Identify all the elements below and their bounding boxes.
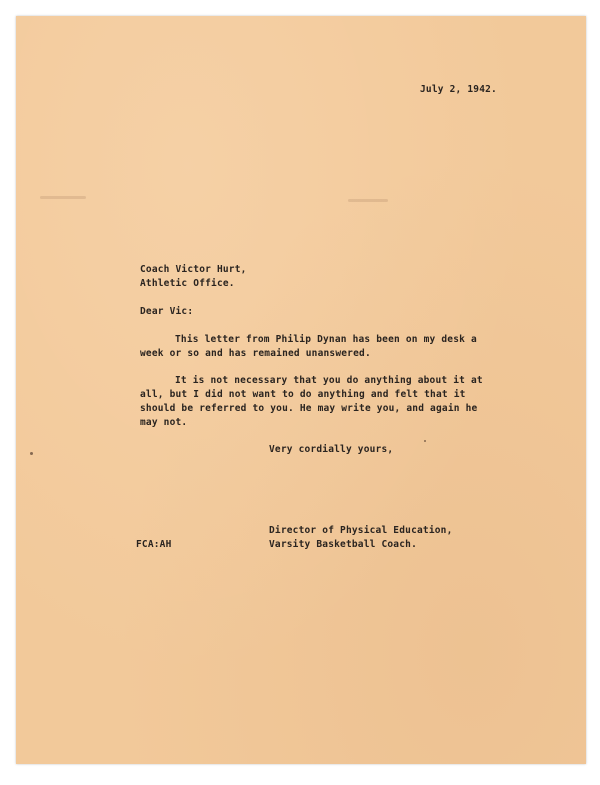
signature-title-1: Director of Physical Education, bbox=[269, 525, 453, 536]
signature-title-2: Varsity Basketball Coach. bbox=[269, 539, 417, 550]
paragraph1-line1: This letter from Philip Dynan has been on my desk a bbox=[175, 334, 477, 345]
paragraph2-line4: may not. bbox=[140, 417, 188, 428]
recipient-name: Coach Victor Hurt, bbox=[140, 264, 247, 275]
paper-smudge bbox=[40, 196, 86, 199]
closing: Very cordially yours, bbox=[269, 444, 394, 455]
paragraph2-line3: should be referred to you. He may write you, and again he bbox=[140, 403, 478, 414]
salutation: Dear Vic: bbox=[140, 306, 194, 317]
paragraph1-line2: week or so and has remained unanswered. bbox=[140, 348, 371, 359]
paper-spot bbox=[30, 452, 33, 455]
paper-smudge bbox=[348, 199, 388, 202]
letter-date: July 2, 1942. bbox=[420, 84, 497, 95]
recipient-office: Athletic Office. bbox=[140, 278, 235, 289]
letter-page bbox=[16, 16, 586, 764]
paper-spot bbox=[424, 440, 426, 442]
typist-initials: FCA:AH bbox=[136, 539, 172, 550]
paragraph2-line2: all, but I did not want to do anything and felt that it bbox=[140, 389, 466, 400]
paragraph2-line1: It is not necessary that you do anything about it at bbox=[175, 375, 483, 386]
